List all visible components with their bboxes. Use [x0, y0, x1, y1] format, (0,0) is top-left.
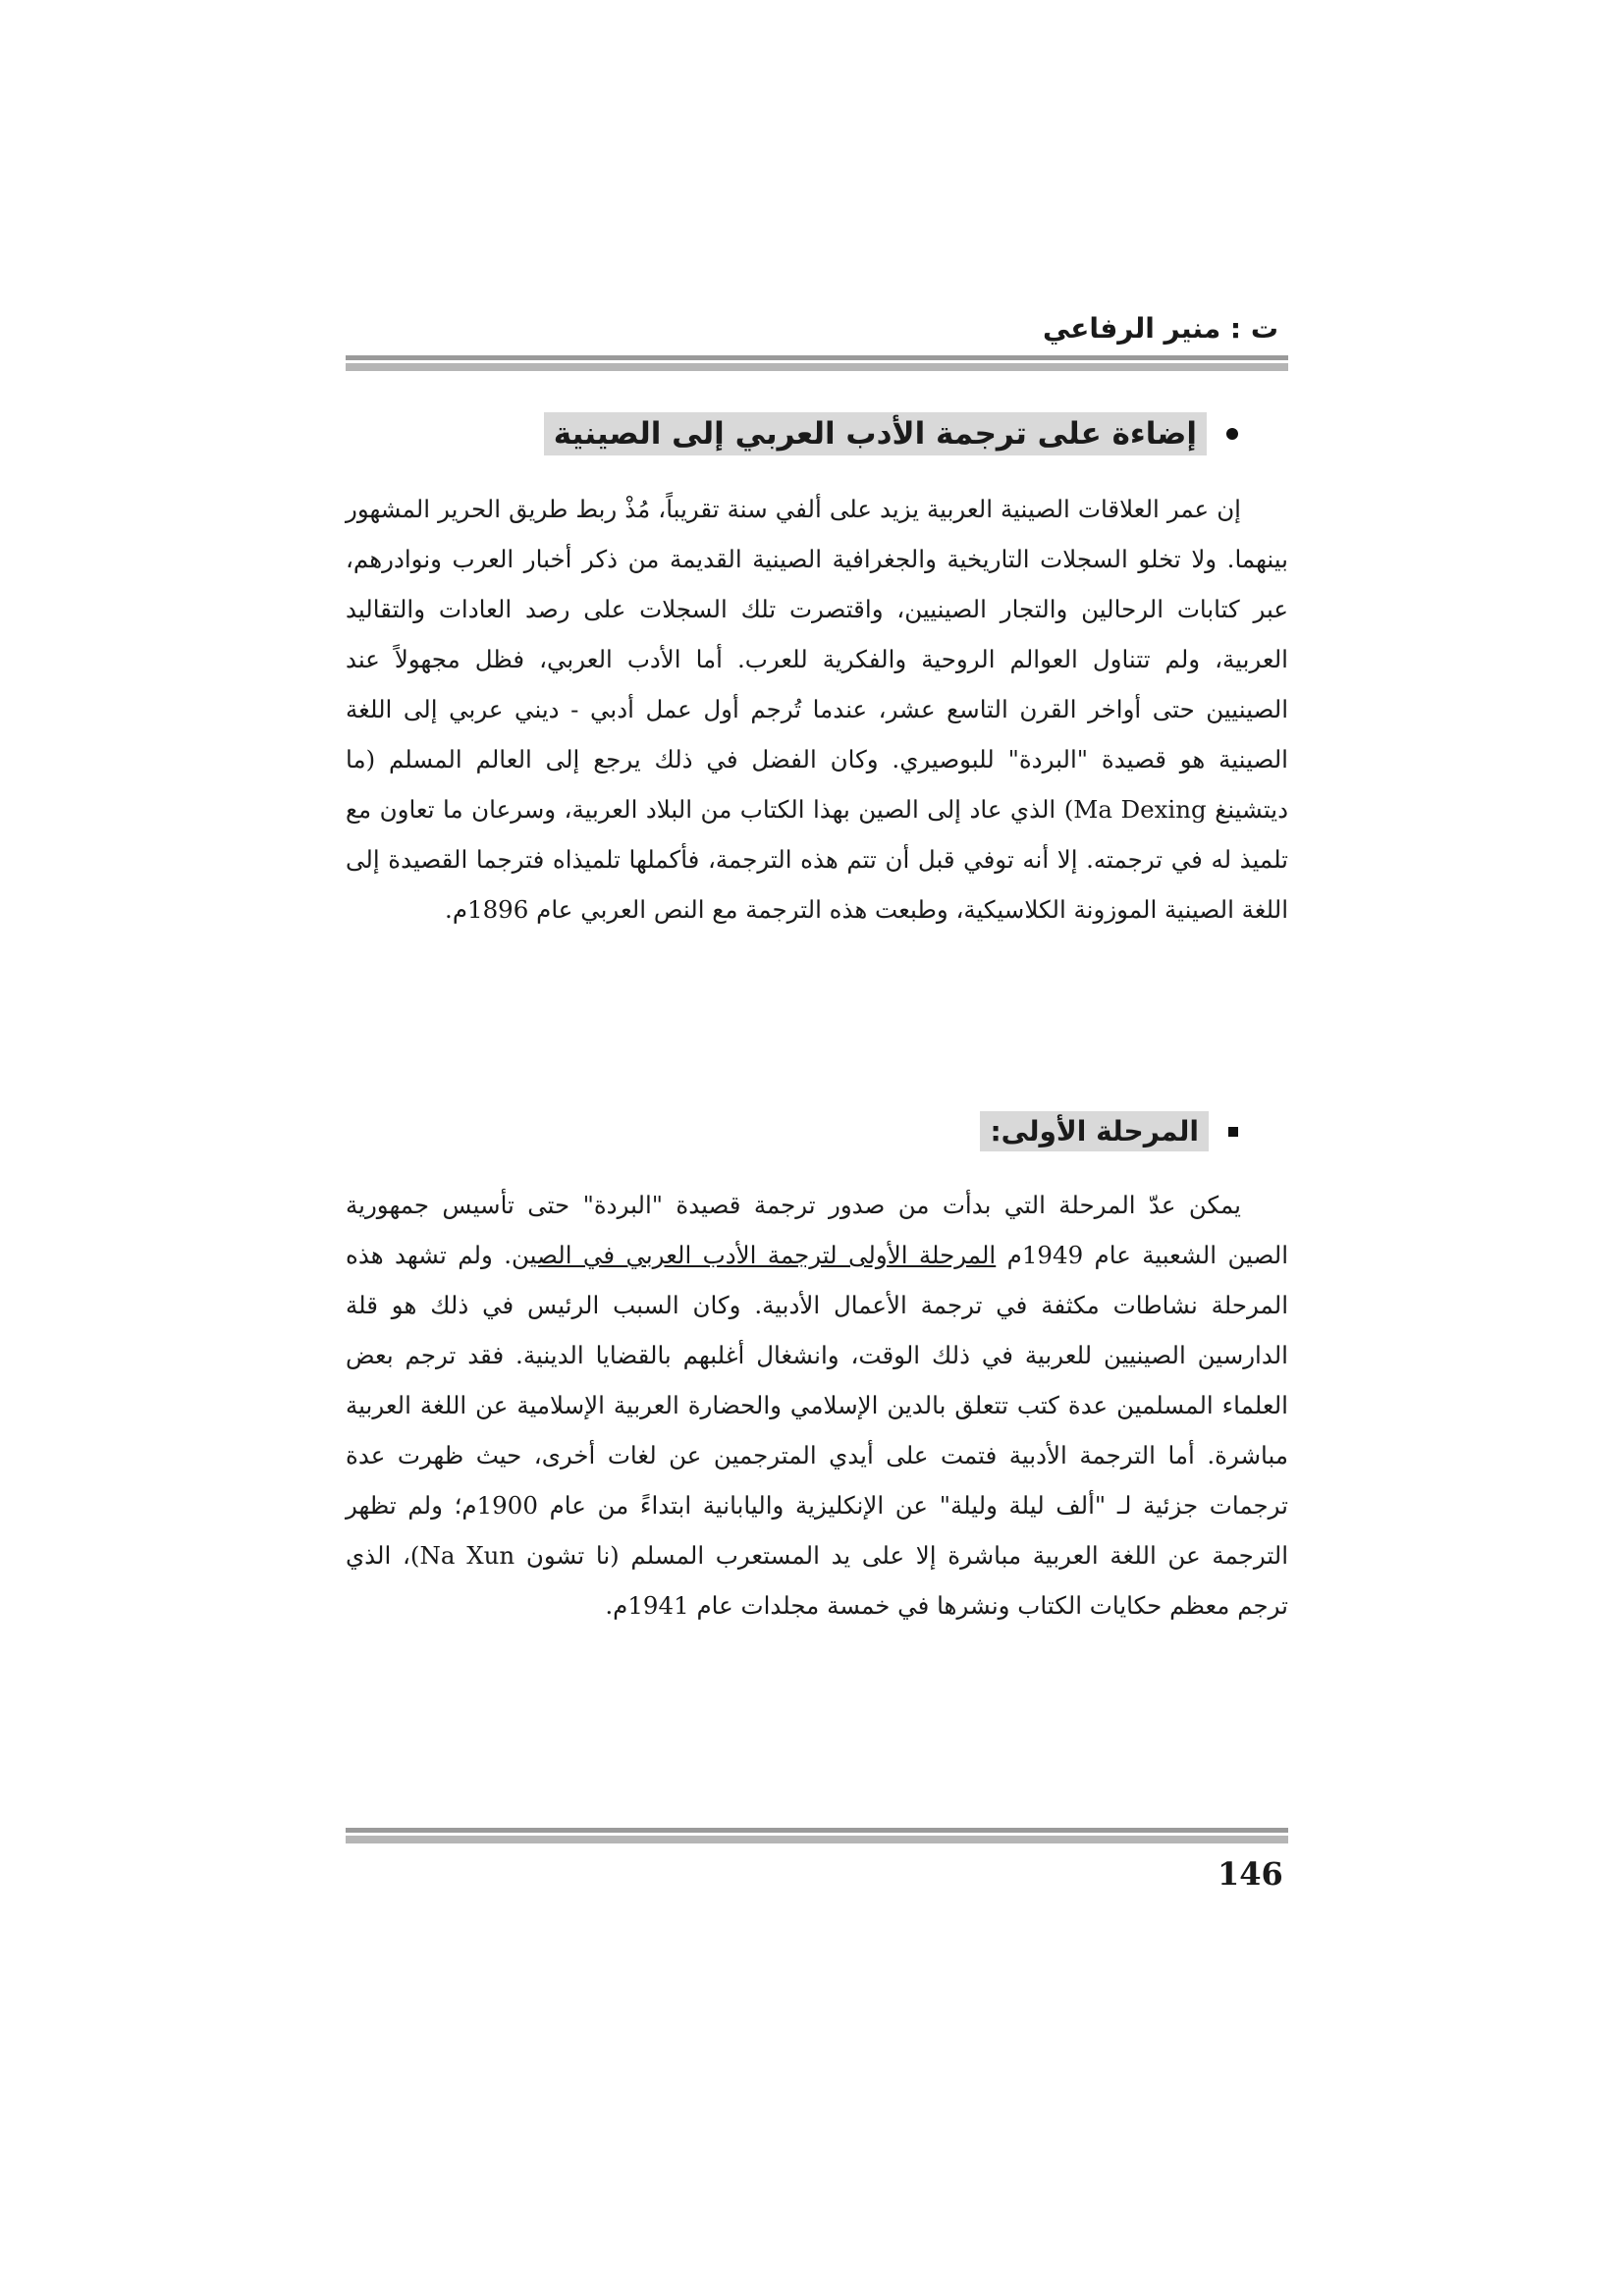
first-stage-paragraph — [346, 1180, 1288, 1630]
header-rule — [346, 355, 1288, 371]
section-heading-first-stage-label: المرحلة الأولى: — [980, 1111, 1209, 1151]
running-header-author: ت : منير الرفاعي — [1042, 312, 1278, 345]
intro-paragraph-block — [346, 484, 1288, 934]
intro-paragraph: إن عمر العلاقات الصينية العربية يزيد على ألفي سنة تقريباً، مُذْ ربط طريق الحرير المشهور بينهما. ولا تخلو السجلات التاريخية والجغرافية الصينية القديمة من ذكر أخبار العرب ونوادرهم، عبر كتابات الرحالين والتجار الصينيين، واقتصرت تلك السجلات على رصد العادات والتقاليد العربية، ولم تتناول العوالم الروحية والفكرية للعرب. أما الأدب العربي، فظل مجهولاً عند الصينيين حتى أواخر القرن التاسع عشر، عندما تُرجم أول عمل أدبي - ديني عربي إلى اللغة الصينية هو قصيدة "البردة" للبوصيري. وكان الفضل في ذلك يرجع إلى العالم المسلم (ما ديتشينغ Ma Dexing) الذي عاد إلى الصين بهذا الكتاب من البلاد العربية، وسرعان ما تعاون مع تلميذ له في ترجمته. إلا أنه توفي قبل أن تتم هذه الترجمة، فأكملها تلميذاه فترجما القصيدة إلى اللغة الصينية الموزونة الكلاسيكية، وطبعت هذه الترجمة مع النص العربي عام 1896م. — [346, 495, 1288, 924]
round-bullet-icon — [1226, 428, 1238, 440]
page-number: 146 — [1218, 1855, 1283, 1893]
first-stage-text-after: . ولم تشهد هذه المرحلة نشاطات مكثفة في ترجمة الأعمال الأدبية. وكان السبب الرئيس في ذلك هو قلة الدارسين الصينيين للعربية في ذلك الوقت، وانشغال أغلبهم بالقضايا الدينية. فقد ترجم بعض العلماء المسلمين عدة كتب تتعلق بالدين الإسلامي والحضارة العربية الإسلامية عن اللغة العربية مباشرة. أما الترجمة الأدبية فتمت على أيدي المترجمين عن لغات أخرى، حيث ظهرت عدة ترجمات جزئية لـ "ألف ليلة وليلة" عن الإنكليزية واليابانية ابتداءً من عام 1900م؛ ولم تظهر الترجمة عن اللغة العربية مباشرة إلا على يد المستعرب المسلم (نا تشون Na Xun)، الذي ترجم معظم حكايات الكتاب ونشرها في خمسة مجلدات عام 1941م. — [346, 1241, 1289, 1620]
first-stage-underlined-text: المرحلة الأولى لترجمة الأدب العربي في الصين — [511, 1241, 997, 1269]
footer-rule — [346, 1828, 1288, 1843]
square-bullet-icon — [1228, 1127, 1238, 1137]
section-heading-intro — [544, 412, 1238, 455]
section-heading-first-stage — [980, 1111, 1238, 1151]
section-heading-intro-label: إضاءة على ترجمة الأدب العربي إلى الصينية — [544, 412, 1207, 455]
first-stage-paragraph-block — [346, 1180, 1288, 1630]
first-stage-text-before: يمكن عدّ المرحلة التي بدأت من صدور ترجمة قصيدة "البردة" حتى تأسيس جمهورية الصين الشعبية عام 1949م — [346, 1191, 1289, 1269]
